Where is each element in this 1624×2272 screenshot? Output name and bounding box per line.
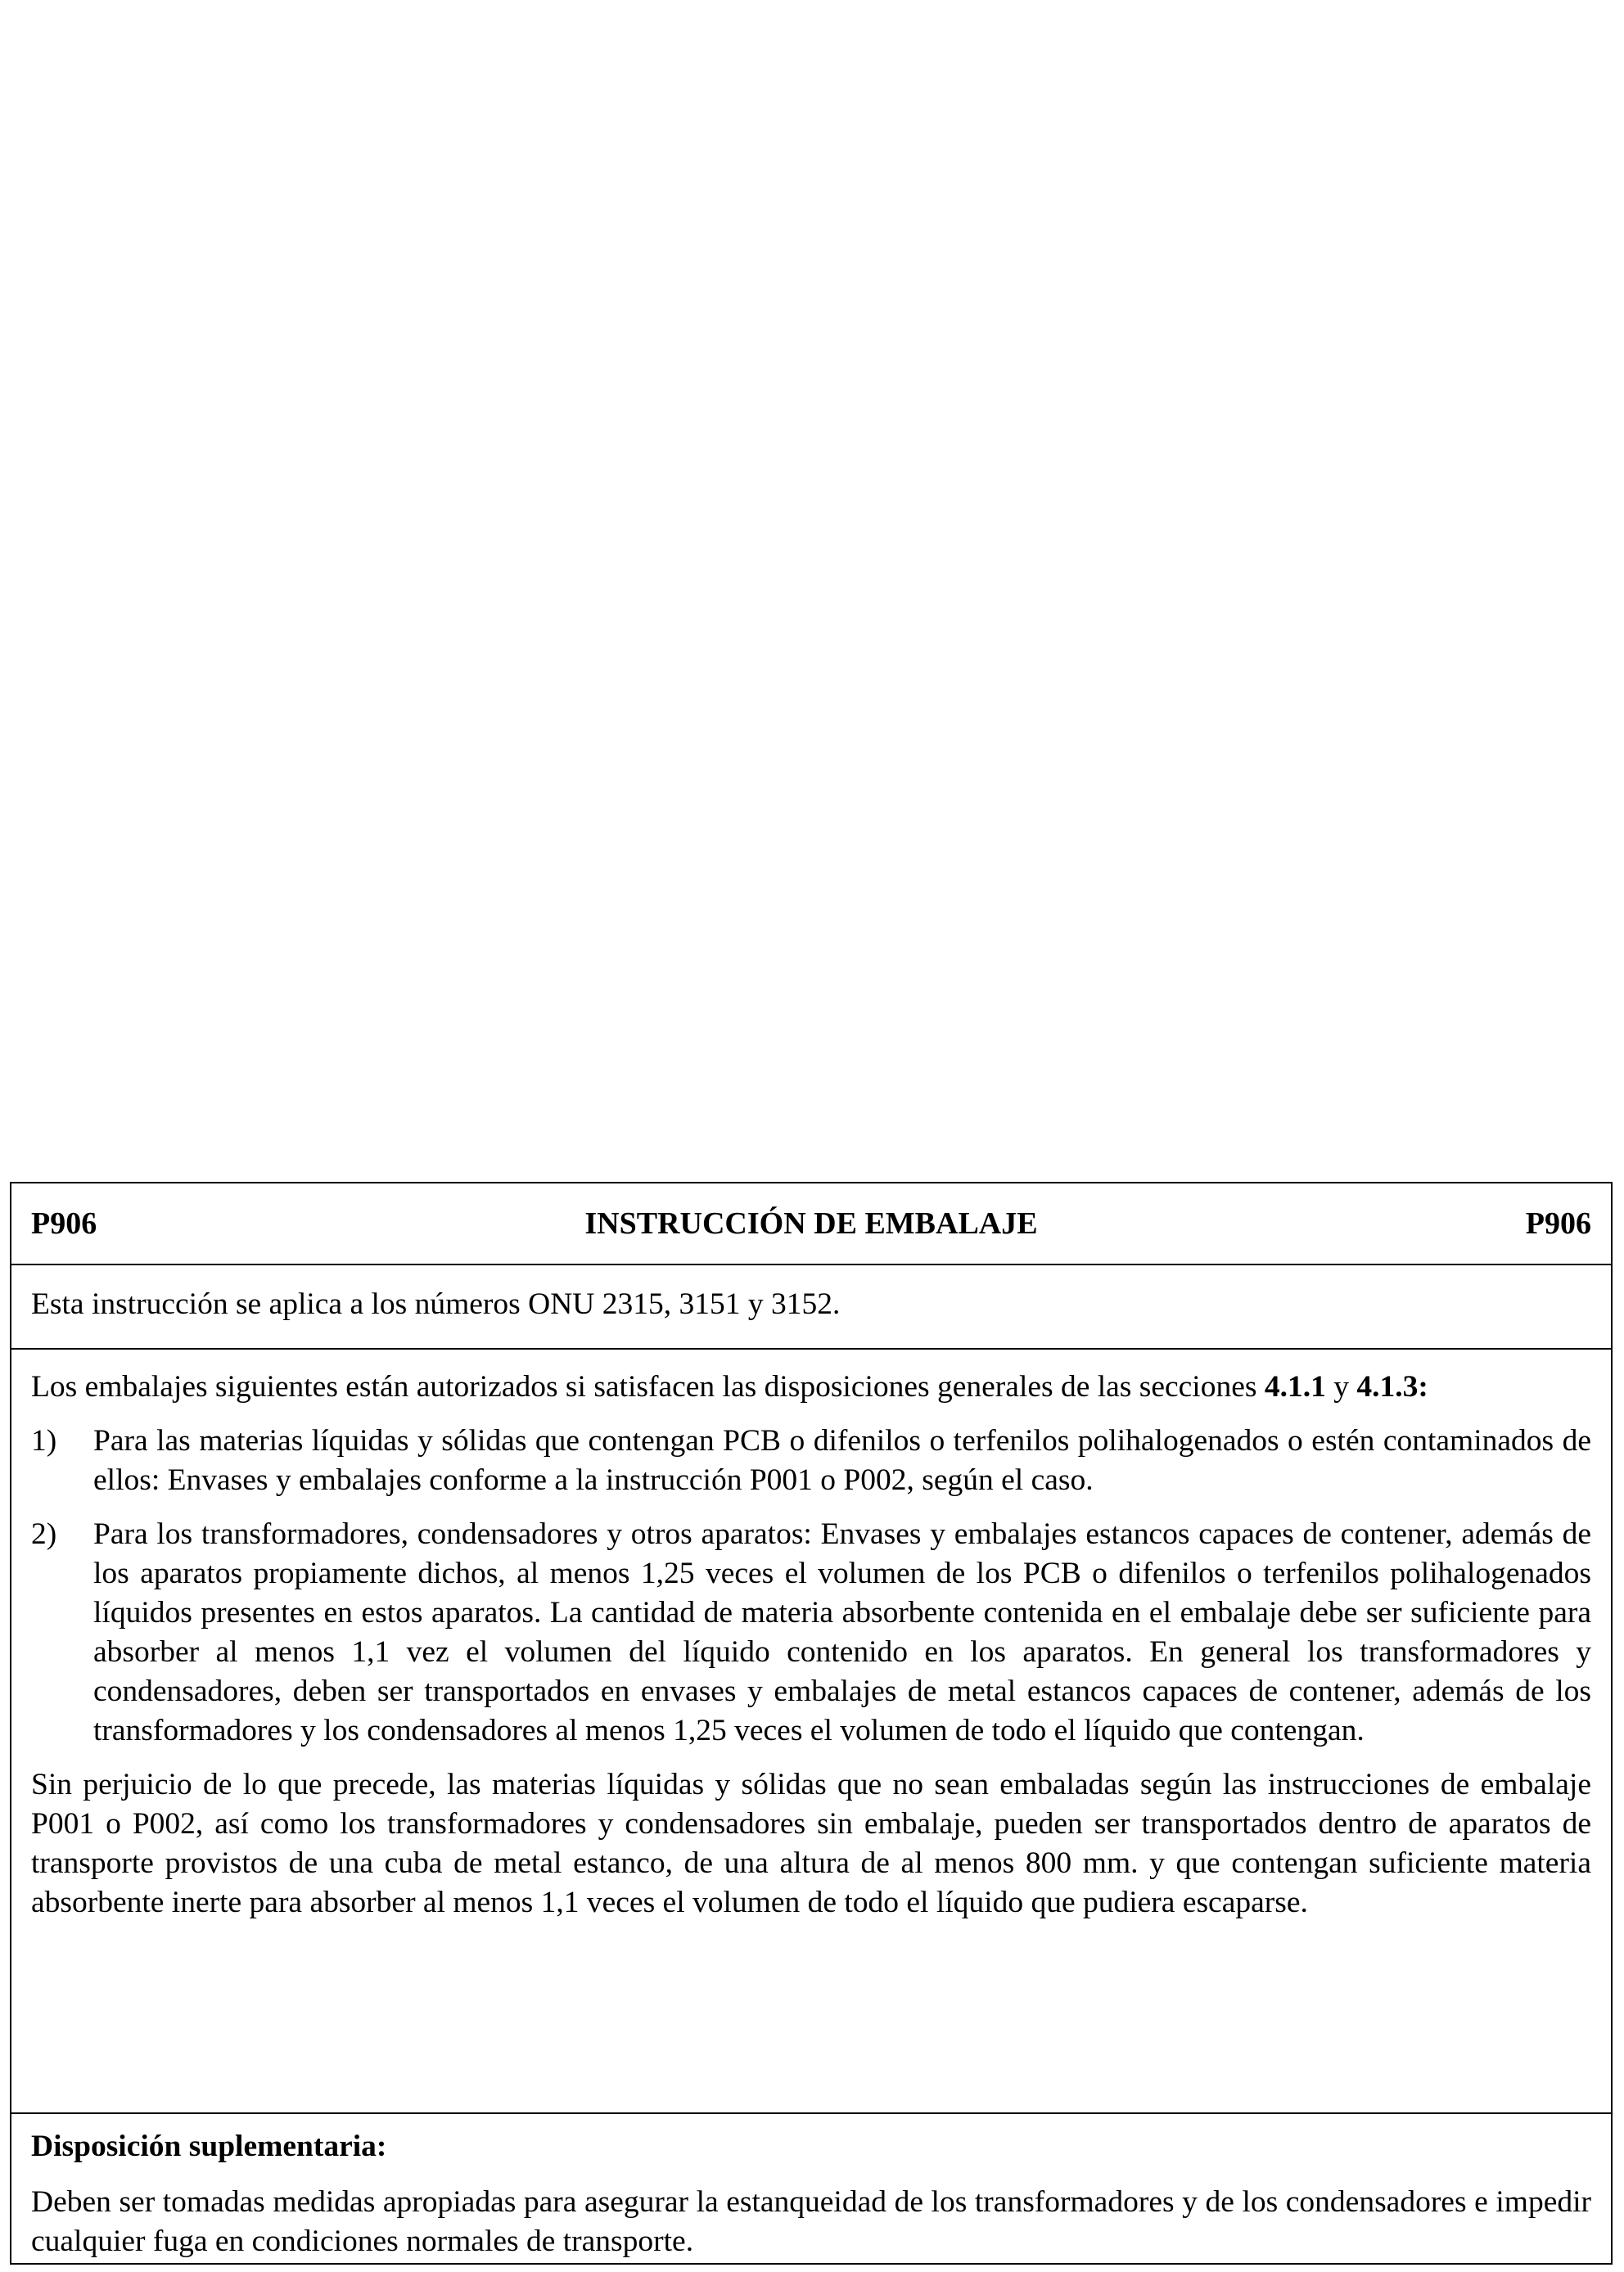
instruction-header	[11, 1183, 1611, 1265]
authorized-intro-text: Los embalajes siguientes están autorizados si satisfacen las disposiciones generales de las secciones 4.1.1 y 4.1.3:	[31, 1370, 1428, 1404]
instruction-title: INSTRUCCIÓN DE EMBALAJE	[584, 1206, 1038, 1241]
packing-instruction-p906	[10, 1182, 1613, 2265]
applies-row	[11, 1265, 1611, 1350]
list-item: 1) Para las materias líquidas y sólidas que contengan PCB o difenilos o terfenilos polihalogenados o estén contaminados de ellos: Envases y embalajes conforme a la instrucción P001 o P002, según el caso.	[31, 1424, 1591, 1497]
list-item: 2) Para los transformadores, condensadores y otros aparatos: Envases y embalajes estancos capaces de contener, además de los aparatos propiamente dichos, al menos 1,25 veces el volumen de los PCB o difenilos o terfenilos polihalogenados líquidos presentes en estos aparatos. La cantidad de materia absorbente contenida en el embalaje debe ser suficiente para absorber al menos 1,1 vez el volumen del líquido contenido en los aparatos. En general los transformadores y condensadores, deben ser transportados en envases y embalajes de metal estancos capaces de contener, además de los transformadores y los condensadores al menos 1,25 veces el volumen de todo el líquido que contengan.	[31, 1517, 1591, 1747]
supplementary-heading: Disposición suplementaria:	[31, 2130, 387, 2163]
applies-text: Esta instrucción se aplica a los números ONU 2315, 3151 y 3152.	[31, 1287, 841, 1321]
instruction-code-right: P906	[1525, 1206, 1591, 1241]
instruction-code-left: P906	[31, 1206, 97, 1241]
supplementary-text: Deben ser tomadas medidas apropiadas para asegurar la estanqueidad de los transformadores y de los condensadores e impedir cualquier fuga en condiciones normales de transporte.	[31, 2185, 1591, 2258]
transport-alternative-text: Sin perjuicio de lo que precede, las materias líquidas y sólidas que no sean embaladas según las instrucciones de embalaje P001 o P002, así como los transformadores y condensadores sin embalaje, pueden ser transportados dentro de aparatos de transporte provistos de una cuba de metal estanco, de una altura de al menos 800 mm. y que contengan suficiente materia absorbente inerte para absorber al menos 1,1 veces el volumen de todo el líquido que pudiera escaparse.	[31, 1768, 1591, 1919]
supplementary-provision-row	[11, 2114, 1611, 2261]
authorized-packagings-row	[11, 1350, 1611, 2114]
